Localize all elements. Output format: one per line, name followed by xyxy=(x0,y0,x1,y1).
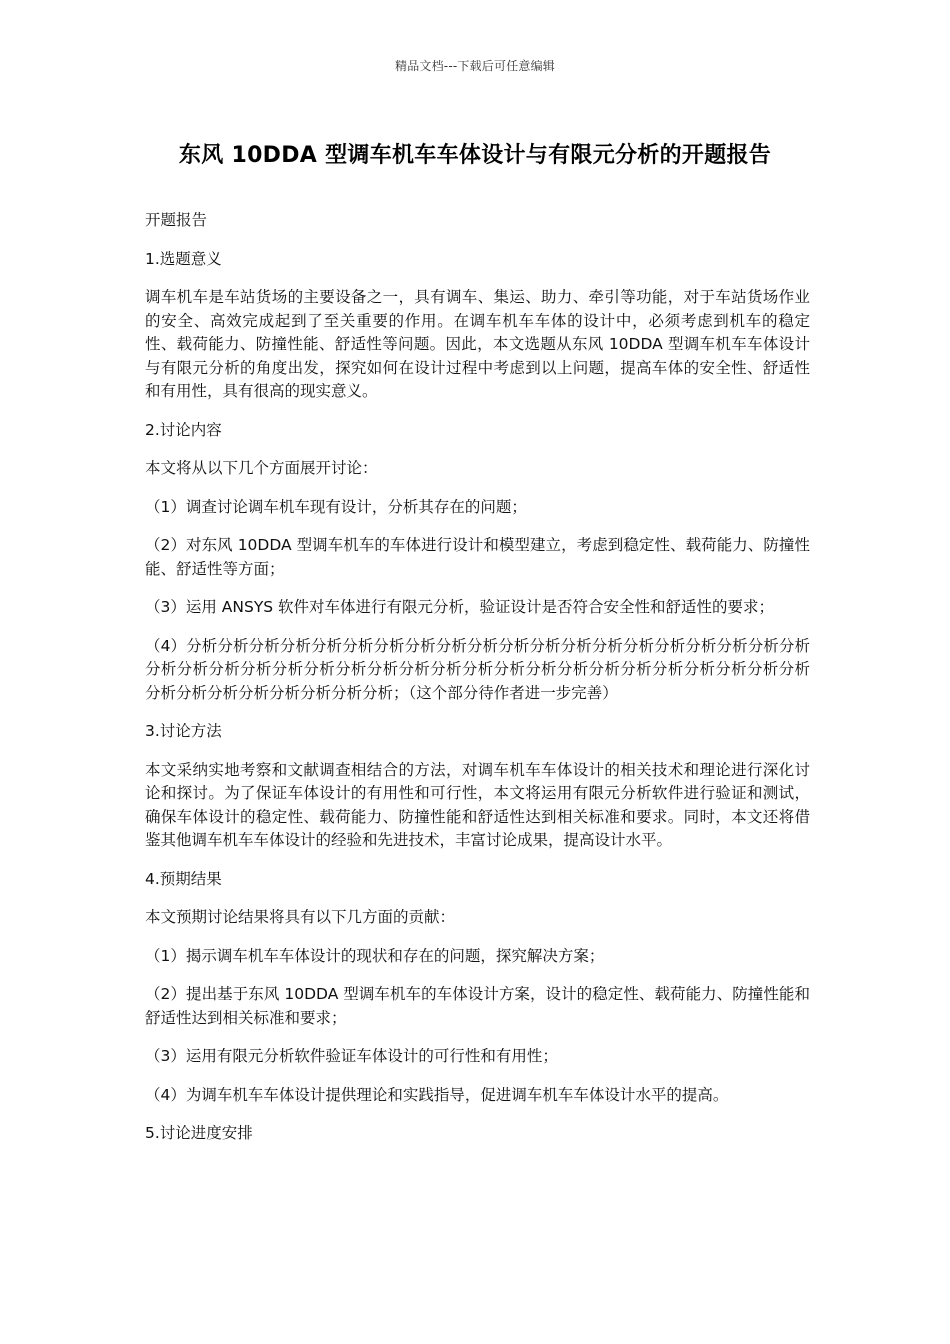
section-heading-5: 5.讨论进度安排 xyxy=(145,1124,253,1142)
section-heading-3: 3.讨论方法 xyxy=(145,722,222,740)
section-2-item-2: （2）对东风 10DDA 型调车机车的车体进行设计和模型建立，考虑到稳定性、载荷能力、防撞性能、舒适性等方面； xyxy=(145,536,810,578)
section-heading-2: 2.讨论内容 xyxy=(145,420,222,439)
section-2-item-1: （1）调查讨论调车机车现有设计，分析其存在的问题； xyxy=(145,497,527,516)
header-note: 精品文档---下载后可任意编辑 xyxy=(395,59,555,73)
document-body xyxy=(145,209,810,1161)
section-4-item-3: （3）运用有限元分析软件验证车体设计的可行性和有用性； xyxy=(145,1047,558,1065)
document-title: 东风 10DDA 型调车机车车体设计与有限元分析的开题报告 xyxy=(178,143,772,168)
section-heading-4: 4.预期结果 xyxy=(145,869,222,888)
section-2-item-4: （4）分析分析分析分析分析分析分析分析分析分析分析分析分析分析分析分析分析分析分析分析分析分析分析分析分析分析分析分析分析分析分析分析分析分析分析分析分析分析分析分析分析分析分析分析分析分析分析分析分析；（这个部分待作者进一步完善） xyxy=(145,636,810,702)
section-4-item-1: （1）揭示调车机车车体设计的现状和存在的问题，探究解决方案； xyxy=(145,946,605,965)
section-1-paragraph: 调车机车是车站货场的主要设备之一，具有调车、集运、助力、牵引等功能，对于车站货场作业的安全、高效完成起到了至关重要的作用。在调车机车车体的设计中，必须考虑到机车的稳定性、载荷能力、防撞性能、舒适性等问题。因此，本文选题从东风 10DDA 型调车机车车体设计与有限元分析的角度出发，探究如何在设计过程中考虑到以上问题，提高车体的安全性、舒适性和有用性，具有很高的现实意义。 xyxy=(145,288,810,400)
section-2-item-3: （3）运用 ANSYS 软件对车体进行有限元分析，验证设计是否符合安全性和舒适性的要求； xyxy=(145,598,775,616)
section-heading-1: 1.选题意义 xyxy=(145,249,222,268)
section-4-item-2: （2）提出基于东风 10DDA 型调车机车的车体设计方案，设计的稳定性、载荷能力、防撞性能和舒适性达到相关标准和要求； xyxy=(145,985,810,1027)
section-3-paragraph: 本文采纳实地考察和文献调查相结合的方法，对调车机车车体设计的相关技术和理论进行深化讨论和探讨。为了保证车体设计的有用性和可行性，本文将运用有限元分析软件进行验证和测试，确保车体设计的稳定性、载荷能力、防撞性能和舒适性达到相关标准和要求。同时，本文还将借鉴其他调车机车车体设计的经验和先进技术，丰富讨论成果，提高设计水平。 xyxy=(145,760,810,849)
section-4-item-4: （4）为调车机车车体设计提供理论和实践指导，促进调车机车车体设计水平的提高。 xyxy=(145,1085,729,1104)
section-2-intro: 本文将从以下几个方面展开讨论： xyxy=(145,459,378,477)
section-4-intro: 本文预期讨论结果将具有以下几方面的贡献： xyxy=(145,908,456,926)
section-label: 开题报告 xyxy=(145,211,208,229)
